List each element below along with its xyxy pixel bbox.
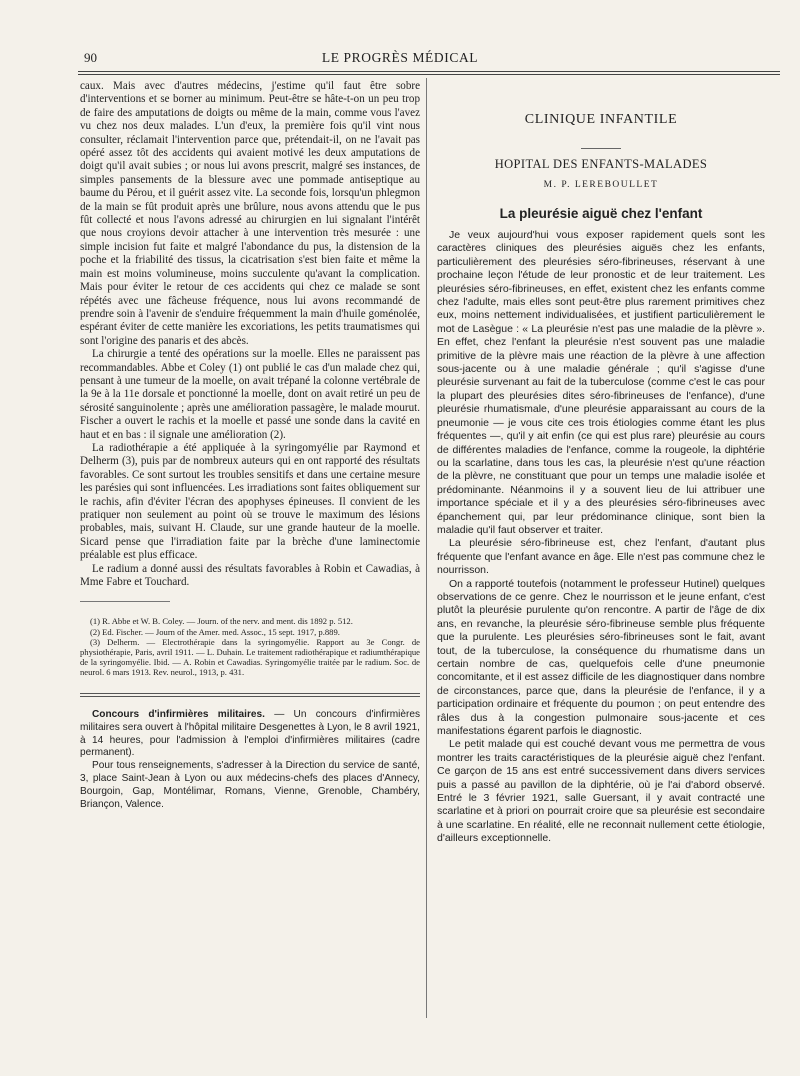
body-paragraph: Le radium a donné aussi des résultats favorables à Robin et Cawadias, à Mme Fabre et Touchard.: [80, 562, 420, 589]
section-title: CLINIQUE INFANTILE: [524, 112, 678, 127]
body-paragraph: Je veux aujourd'hui vous exposer rapidement quels sont les caractères cliniques des pleurésies aiguës chez les enfants, particulièrement des pleurésies séro-fibrineuses, réservant à une prochaine leçon l'étude de leur pronostic et de leur traitement. Les pleurésies séro-fibrineuses, en effet, existent chez les enfants comme chez l'adulte, mais elles sont peut-être plus rarement primitives chez eux, moins nettement individualisées, et justifient particulièrement le mot de Lasègue : « La pleurésie n'est pas une maladie de la plèvre ». En effet, chez l'enfant la pleurésie n'est souvent pas une maladie primitive de la plèvre mais une réaction de la plèvre à une affection sous-jacente ou à une maladie générale ; qu'il s'agisse d'une pleurésie survenant au fait de la tuberculose (comme c'est le cas pour la plupart des pleurésies dites séro-fibrineuses de l'enfance), d'une pleurésie rhumatismale, d'une pleurésie apparaissant au cours de la pneumonie — je vous cite ces trois étiologies comme étant les plus fréquentes —, qu'il y ait enfin (ce qui est plus rare) pleurésie au cours de différentes maladies de l'enfance, comme la rougeole, la diphtérie ou la scarlatine, dans tous les cas, la pleurésie n'est qu'une réaction de la plèvre, ne constituant que pour un temps une maladie isolée et prédominante. Néanmoins il y a souvent lieu de lui attribuer une importance spéciale et il y a des pleurésies séro-fibrineuses avec épanchement qui, par leur prédominance clinique, sont bien la maladie qu'il faut observer et traiter.: [437, 229, 765, 536]
notice-text: — Un concours d'infirmières militaires sera ouvert à l'hôpital militaire Desgenettes à Lyon, le 8 avril 1921, à 14 heures, pour l'admission à l'emploi d'infirmières militaires (cadre permanent).: [80, 709, 420, 759]
footnote-separator: [80, 601, 170, 602]
body-paragraph: La radiothérapie a été appliquée à la syringomyélie par Raymond et Delherm (3), puis par de nombreux auteurs qui en ont rapporté des résultats favorables. Ce sont surtout les troubles sensitifs et dans une certaine mesure les parésies qui sont influencées. Les irradiations sont faites obliquement sur le rachis, afin d'éviter l'écran des apophyses épineuses. Il convient de les pratiquer non seulement au point où se trouve le maximum des lésions probables, mais, suivant H. Claude, sur une grande hauteur de la moelle. Sicard pense que l'irradiation faite par la brèche d'une laminectomie préalable est plus efficace.: [80, 441, 420, 562]
notice-paragraph-2: Pour tous renseignements, s'adresser à la Direction du service de santé, 3, place Saint-Jean à Lyon ou aux médecins-chefs des places d'Annecy, Bourgoin, Gap, Montélimar, Romans, Vienne, Grenoble, Chambéry, Briançon, Valence.: [80, 760, 420, 810]
footnote: (2) Ed. Fischer. — Journ of the Amer. med. Assoc., 15 sept. 1917, p.889.: [90, 626, 340, 637]
notice-paragraph: [80, 709, 420, 760]
body-paragraph: caux. Mais avec d'autres médecins, j'estime qu'il faut être sobre d'interventions et se borner au minimum. Peut-être se hâte-t-on un peu trop de faire des amputations de doigts ou même de la main, comme vous l'avez vu chez nos deux malades. L'un d'eux, la première fois qu'il vint nous consulter, réclamait l'intervention parce que, prétendait-il, on ne l'avait pas opéré assez tôt des accidents qui avaient motivé les deux amputations de doigt qu'il avait subies ; or nous lui avons prescrit, malgré ses instances, de simples pansements de la blessure avec une pommade antiseptique au baume du Pérou, et il guérit assez vite. La seconde fois, lorsqu'un phlegmon de la main se fût produit après une brûlure, nous avons attendu que le pus fût collecté et nous l'avons adressé au chirurgien en lui signalant l'intérêt que nous croyions devoir attacher à une intervention très mesurée : une simple incision fut faite et malgré l'abondance du pus, la distension de la poche et la friabilité des tissus, la cicatrisation s'est bien faite et même la main est moins volumineuse, moins succulente qu'avant la complication. Mais pour éviter le retour de ces accidents qui chez ce malade se sont répétés avec une fâcheuse fréquence, nous lui avons recommandé de prendre soin à l'avenir de s'enduire fréquemment la main d'huile goménolée, espérant éviter de cette manière les excoriations, les petits traumatismes qui sont l'origine des panaris et des abcès.: [80, 80, 420, 347]
author-name: M. P. LEREBOULLET: [543, 180, 659, 190]
page-number: 90: [84, 50, 97, 65]
right-column: [437, 80, 765, 846]
notice-block: [80, 709, 420, 811]
hospital-name: HOPITAL DES ENFANTS-MALADES: [494, 157, 708, 171]
header-rule: [78, 71, 780, 72]
footnote: (3) Delherm. — Electrothérapie dans la syringomyélie. Rapport au 3e Congr. de physiothérapie, Paris, avril 1911. — L. Duhain. Le traitement radiothérapique et radiumthérapique de la syringomyélie. Ibid. — A. Robin et Cawadias. Syringomyélie traitée par le radium. Soc. de neurol. 6 mars 1913. Rev. neurol., 1913, p. 431.: [80, 636, 420, 677]
column-divider: [426, 78, 427, 1018]
journal-title: LE PROGRÈS MÉDICAL: [321, 50, 479, 65]
body-paragraph: La chirurgie a tenté des opérations sur la moelle. Elles ne paraissent pas recommandables. Abbe et Coley (1) ont publié le cas d'un malade chez qui, pensant à une tumeur de la moelle, on avait trépané la colonne vertébrale de la 9e à la 11e dorsale et ponctionné la moelle, dont on avait retiré un peu de sérosité sanguinolente ; après une amélioration passagère, le malade mourut. Fischer a ouvert le rachis et la moelle et passé une sonde dans la cavité en haut et en bas : il signale une amélioration (2).: [80, 348, 420, 441]
body-paragraph: Le petit malade qui est couché devant vous me permettra de vous montrer les traits caractéristiques de la pleurésie aiguë chez l'enfant. Ce garçon de 15 ans est entré successivement dans divers services puis a passé au pavillon de la diphtérie, où je l'ai d'abord observé. Entré le 3 février 1921, salle Guersant, il y avait contracté une scarlatine et à priori on pourrait croire que sa pleurésie est secondaire à une scarlatine. En réalité, elle ne reconnait nullement cette étiologie, d'ailleurs exceptionnelle.: [437, 738, 765, 845]
footnotes: [80, 616, 420, 677]
section-rule: [581, 148, 621, 149]
footnote: (1) R. Abbe et W. B. Coley. — Journ. of the nerv. and ment. dis 1892 p. 512.: [90, 616, 353, 627]
notice-title: Concours d'infirmières militaires.: [92, 709, 265, 720]
notice-separator: [80, 693, 420, 697]
header-rule-secondary: [78, 74, 780, 75]
article-title: La pleurésie aiguë chez l'enfant: [499, 206, 703, 221]
left-column: [80, 80, 420, 811]
body-paragraph: On a rapporté toutefois (notamment le professeur Hutinel) quelques observations de ce genre. Chez le nourrisson et le jeune enfant, c'est plutôt la pleurésie purulente qu'on rencontre. A partir de l'âge de dix ans, en revanche, la pleurésie séro-fibrineuse semble plus fréquente que la purulente. Les pleurésies séro-fibrineuses sont le fait, avant tout, de la tuberculose, la conséquence du rhumatisme dans un certain nombre de cas, quelquefois celle d'une pneumonie concomitante, et il est assez difficile de les diagnostiquer dans nombre de circonstances, parce que, dans la pleurésie de l'enfance, il y a participation ordinaire et fréquente du poumon ; on peut entendre des râles dus à la congestion pulmonaire sous-jacente et ces manifestations égarent parfois le diagnostic.: [437, 577, 765, 738]
body-paragraph: La pleurésie séro-fibrineuse est, chez l'enfant, d'autant plus fréquente que l'enfant avance en âge. Elle n'est pas commune chez le nourrisson.: [437, 537, 765, 577]
